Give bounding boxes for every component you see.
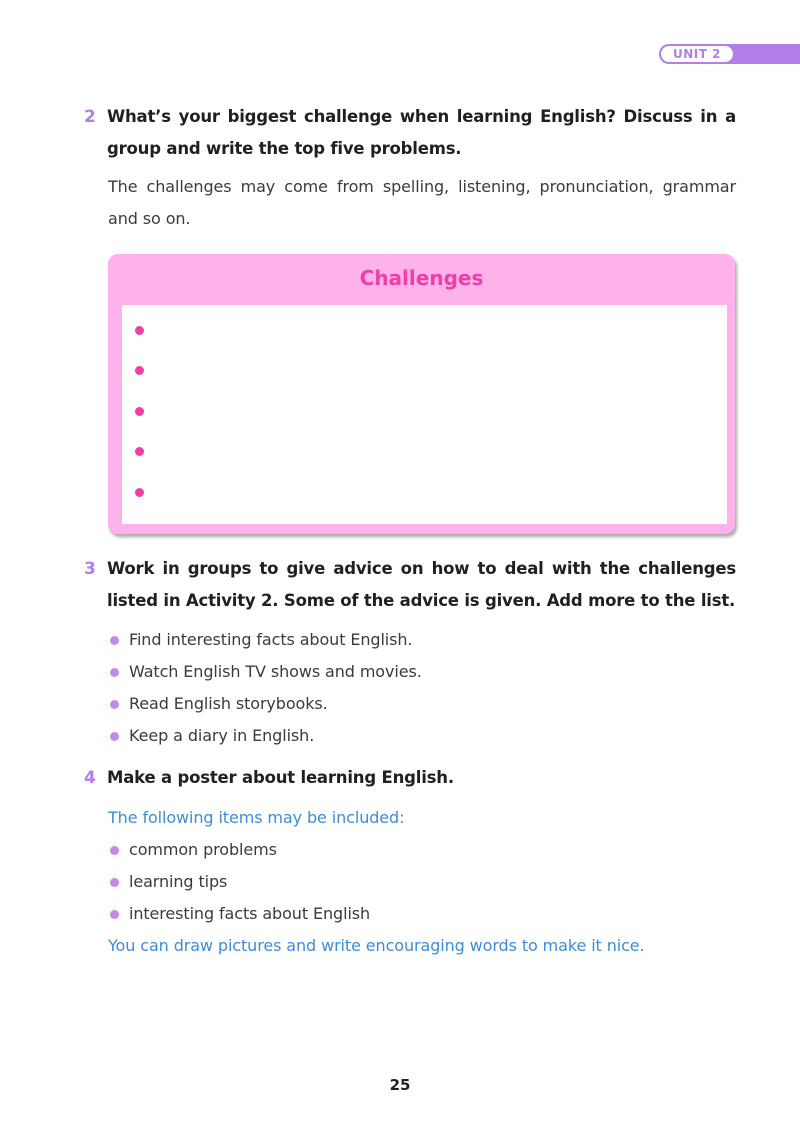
poster-items-list (108, 834, 736, 930)
activity-title: Make a poster about learning English. (107, 768, 454, 787)
list-item: Keep a diary in English. (108, 720, 736, 752)
activity-closing: You can draw pictures and write encouraging words to make it nice. (108, 936, 645, 955)
bullet-icon (135, 366, 144, 375)
bullet-icon (110, 636, 119, 645)
bullet-icon (110, 878, 119, 887)
page-number: 25 (389, 1076, 411, 1094)
bullet-icon (135, 326, 144, 335)
bullet-icon (110, 668, 119, 677)
list-item: common problems (108, 834, 736, 866)
activity-number: 3 (84, 559, 96, 579)
activity-number: 4 (84, 768, 96, 788)
activity-intro: The following items may be included: (108, 808, 405, 827)
challenges-box (108, 254, 735, 534)
bullet-icon (135, 488, 144, 497)
unit-label: UNIT 2 (661, 46, 733, 62)
bullet-icon (135, 447, 144, 456)
bullet-icon (110, 700, 119, 709)
advice-list (108, 624, 736, 752)
activity-title: Work in groups to give advice on how to deal with the challenges listed in Activity 2. Some of the advice is given. Add more to the list. (107, 559, 736, 610)
challenges-writing-area[interactable] (122, 305, 727, 524)
list-item: Read English storybooks. (108, 688, 736, 720)
bullet-icon (110, 732, 119, 741)
bullet-icon (110, 846, 119, 855)
list-item: Find interesting facts about English. (108, 624, 736, 656)
list-item: learning tips (108, 866, 736, 898)
activity-3 (84, 553, 736, 752)
list-item: Watch English TV shows and movies. (108, 656, 736, 688)
bullet-icon (110, 910, 119, 919)
list-item: interesting facts about English (108, 898, 736, 930)
activity-note: The challenges may come from spelling, listening, pronunciation, grammar and so on. (108, 177, 736, 228)
bullet-icon (135, 407, 144, 416)
activity-number: 2 (84, 107, 96, 127)
challenges-title: Challenges (359, 266, 484, 290)
activity-title: What’s your biggest challenge when learning English? Discuss in a group and write the top five problems. (107, 107, 736, 158)
activity-2 (84, 101, 736, 235)
unit-tab (659, 44, 800, 64)
activity-4 (84, 762, 736, 962)
